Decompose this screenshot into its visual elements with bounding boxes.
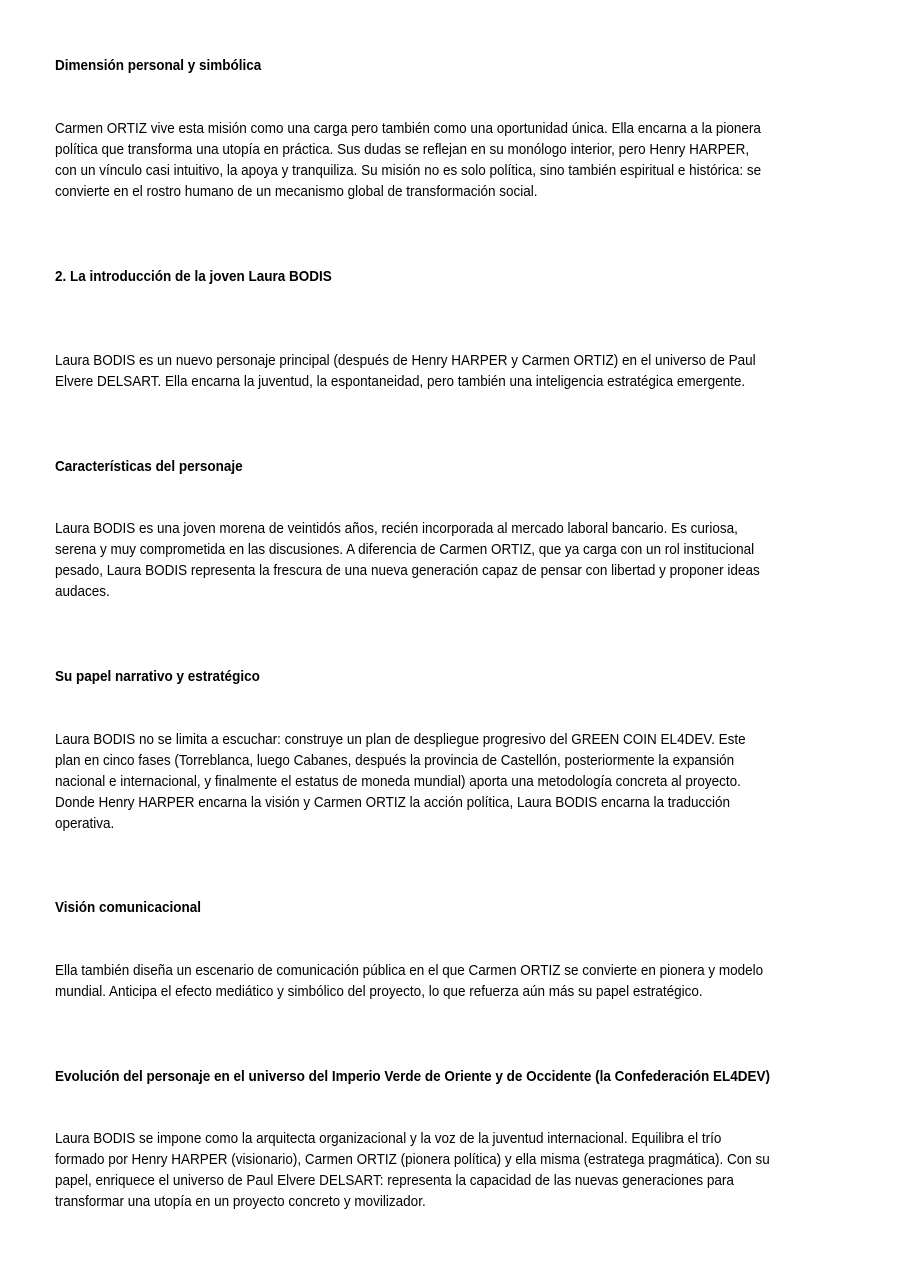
section-paragraph [55,729,775,834]
section-paragraph [55,350,775,392]
paragraph-line: operativa. [55,815,115,832]
paragraph-line: audaces. [55,583,110,600]
section-paragraph [55,118,775,202]
paragraph-line: plan en cinco fases (Torreblanca, luego Cabanes, después la provincia de Castellón, posteriormente la expansión [55,752,735,769]
paragraph-line: Carmen ORTIZ vive esta misión como una carga pero también como una oportunidad única. Ella encarna a la pionera [55,120,761,137]
section-paragraph [55,518,775,602]
paragraph-line: política que transforma una utopía en práctica. Sus dudas se reflejan en su monólogo interior, pero Henry HARPER, [55,141,750,158]
section-heading: Características del personaje [55,458,243,475]
paragraph-line: Donde Henry HARPER encarna la visión y Carmen ORTIZ la acción política, Laura BODIS encarna la traducción [55,794,731,811]
paragraph-line: Laura BODIS no se limita a escuchar: construye un plan de despliegue progresivo del GREEN COIN EL4DEV. Este [55,731,746,748]
section-heading: Su papel narrativo y estratégico [55,668,260,685]
paragraph-line: Elvere DELSART. Ella encarna la juventud, la espontaneidad, pero también una inteligencia estratégica emergente. [55,373,746,390]
paragraph-line: papel, enriquece el universo de Paul Elvere DELSART: representa la capacidad de las nuevas generaciones para [55,1172,734,1189]
paragraph-line: pesado, Laura BODIS representa la frescura de una nueva generación capaz de pensar con libertad y proponer ideas [55,562,760,579]
section-paragraph [55,1128,775,1212]
paragraph-line: convierte en el rostro humano de un mecanismo global de transformación social. [55,183,538,200]
section-paragraph [55,960,775,1002]
paragraph-line: con un vínculo casi intuitivo, la apoya y tranquiliza. Su misión no es solo política, sino también espiritual e histórica: se [55,162,762,179]
section-heading: Evolución del personaje en el universo del Imperio Verde de Oriente y de Occidente (la Confederación EL4DEV) [55,1068,770,1085]
paragraph-line: nacional e internacional, y finalmente el estatus de moneda mundial) aporta una metodología concreta al proyecto. [55,773,741,790]
paragraph-line: transformar una utopía en un proyecto concreto y movilizador. [55,1193,426,1210]
paragraph-line: Laura BODIS se impone como la arquitecta organizacional y la voz de la juventud internacional. Equilibra el trío [55,1130,722,1147]
paragraph-line: Ella también diseña un escenario de comunicación pública en el que Carmen ORTIZ se convierte en pionera y modelo [55,962,764,979]
paragraph-line: mundial. Anticipa el efecto mediático y simbólico del proyecto, lo que refuerza aún más su papel estratégico. [55,983,703,1000]
section-heading: 2. La introducción de la joven Laura BODIS [55,268,332,285]
section-heading: Visión comunicacional [55,899,202,916]
paragraph-line: serena y muy comprometida en las discusiones. A diferencia de Carmen ORTIZ, que ya carga con un rol institucional [55,541,755,558]
paragraph-line: Laura BODIS es un nuevo personaje principal (después de Henry HARPER y Carmen ORTIZ) en el universo de Paul [55,352,756,369]
paragraph-line: Laura BODIS es una joven morena de veintidós años, recién incorporada al mercado laboral bancario. Es curiosa, [55,520,738,537]
section-heading: Dimensión personal y simbólica [55,57,262,74]
paragraph-line: formado por Henry HARPER (visionario), Carmen ORTIZ (pionera política) y ella misma (estratega pragmática). Con su [55,1151,770,1168]
